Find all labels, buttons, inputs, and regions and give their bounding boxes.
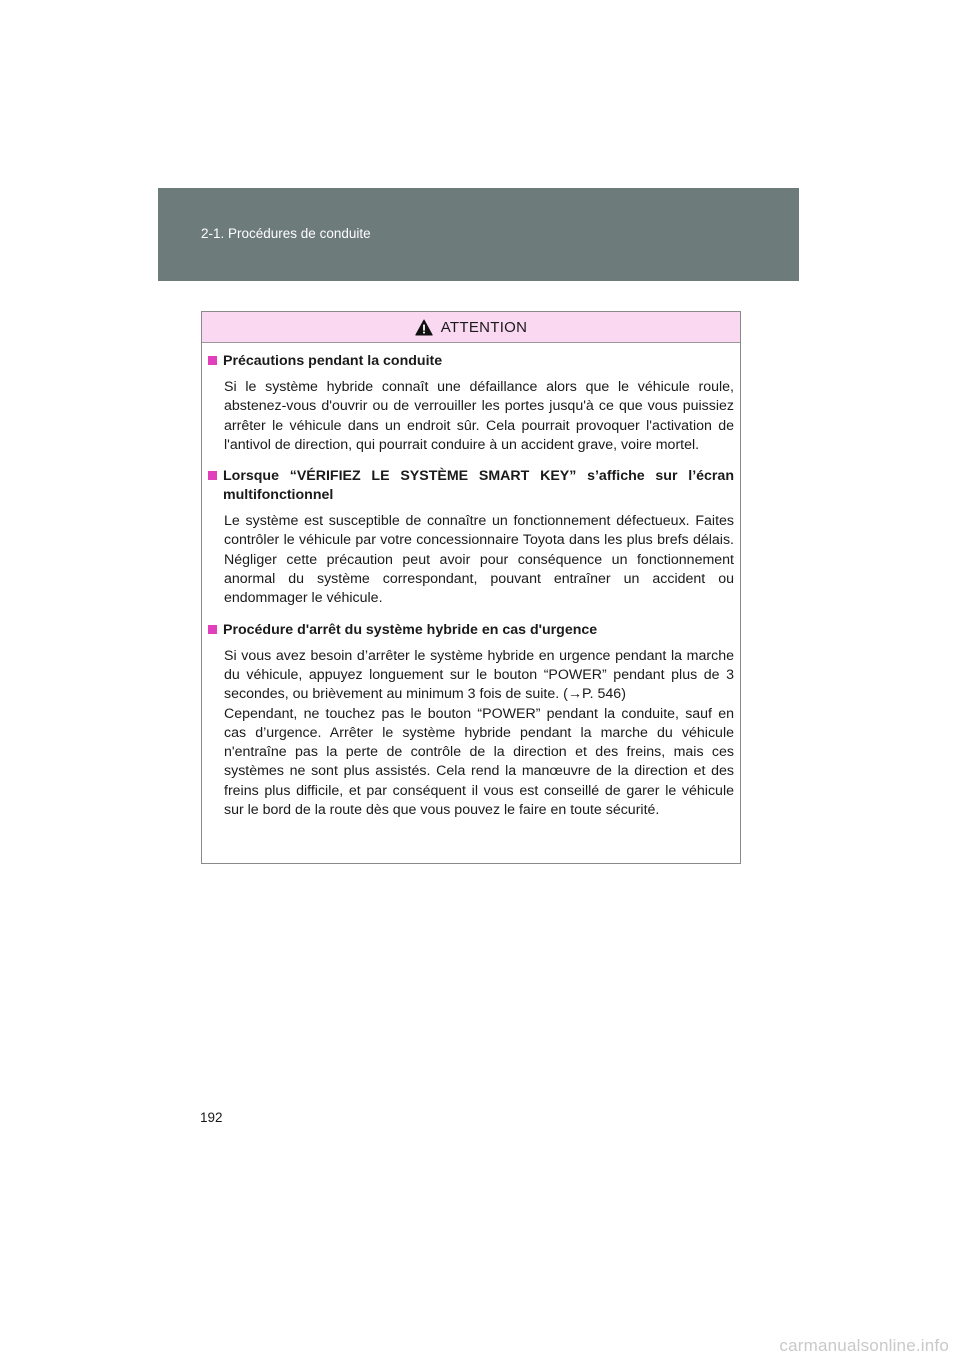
page-number: 192 — [200, 1110, 223, 1125]
section-header-band — [158, 188, 799, 281]
section-title: 2-1. Procédures de conduite — [201, 226, 371, 241]
warning-paragraph: Cependant, ne touchez pas le bouton “POWER” pendant la conduite, sauf en cas d’urgence. Arrêter le système hybride pendant la marche du véhicule n'entraîne pas la perte de contrôle de la direction et des freins, mais ces systèmes ne sont plus assistés. Cela rend la manœuvre de la direction et des freins plus difficile, et par conséquent il vous est conseillé de garer le véhicule sur le bord de la route dès que vous pouvez le faire en toute sécurité. — [224, 705, 734, 819]
warning-body — [202, 343, 740, 820]
warning-item — [208, 352, 734, 455]
warning-paragraph: Si le système hybride connaît une défaillance alors que le véhicule roule, abstenez-vous d'ouvrir ou de verrouiller les portes jusqu'à ce que vous puissiez arrêter le véhicule dans un endroit sûr. Cela pourrait provoquer l'activation de l'antivol de direction, qui pourrait conduire à un accident grave, voire mortel. — [224, 379, 734, 453]
warning-item — [208, 621, 734, 821]
warning-item-heading: Précautions pendant la conduite — [223, 353, 443, 369]
warning-item-heading: Procédure d'arrêt du système hybride en cas d'urgence — [223, 621, 598, 638]
watermark: carmanualsonline.info — [779, 1336, 949, 1355]
warning-box — [201, 311, 741, 864]
square-bullet-icon — [208, 625, 217, 634]
warning-item — [208, 467, 734, 608]
warning-title: ATTENTION — [440, 318, 528, 336]
warning-paragraph: Le système est susceptible de connaître un fonctionnement défectueux. Faites contrôler le véhicule par votre concessionnaire Toyota dans les plus brefs délais. Négliger cette précaution peut avoir pour conséquence un fonctionnement anormal du système correspondant, pouvant entraîner un accident ou endommager le véhicule. — [224, 513, 734, 607]
warning-triangle-icon — [415, 319, 433, 336]
warning-item-heading: Lorsque “VÉRIFIEZ LE SYSTÈME SMART KEY” s’affiche sur l’écran multifonctionnel — [223, 468, 734, 504]
warning-paragraph: Si vous avez besoin d’arrêter le système hybride en urgence pendant la marche du véhicule, appuyez longuement sur le bouton “POWER” pendant plus de 3 secondes, ou brièvement au minimum 3 fois de suite. (→P. 546) — [224, 647, 734, 703]
square-bullet-icon — [208, 471, 217, 480]
warning-header — [202, 312, 740, 343]
square-bullet-icon — [208, 356, 217, 365]
